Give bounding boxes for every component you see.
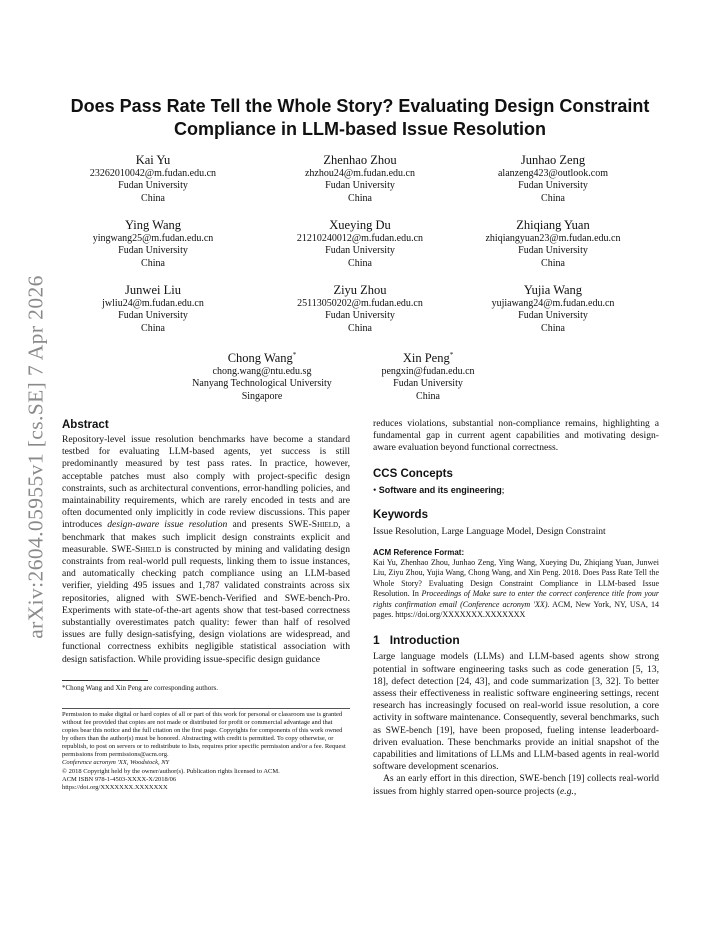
author-card [453,153,653,205]
arxiv-watermark [16,232,56,682]
author-country: China [541,322,565,334]
author-email[interactable]: chong.wang@ntu.edu.sg [212,366,312,378]
author-name: Zhiqiang Yuan [516,218,590,232]
author-country: China [541,192,565,204]
author-affiliation: Fudan University [325,310,395,322]
permission-text: Permission to make digital or hard copies of all or part of this work for personal or classroom use is granted without fee provided that copies are not made or distributed for profit or commercial advantage and that copies bear this notice and the full citation on the first page. Copyrights for components of this work owned by others than the author(s) must be honored. Abstracting with credit is permitted. To copy otherwise, or republish, to post on servers or to redistribute to lists, requires prior specific permission and/or a fee. Request permissions from permissions@acm.org. [62,710,346,759]
author-affiliation: Fudan University [118,180,188,192]
permission-rule [62,708,350,709]
conference-line: Conference acronym 'XX, Woodstock, NY [62,759,170,767]
author-card [53,218,253,270]
author-country: China [348,257,372,269]
author-country: China [348,192,372,204]
author-name: Xin Peng* [402,351,454,366]
author-country: Singapore [241,390,283,402]
author-affiliation: Fudan University [325,245,395,257]
isbn-line: ACM ISBN 978-1-4503-XXXX-X/2018/06 [62,775,177,783]
keywords-text: Issue Resolution, Large Language Model, Design Constraint [373,525,606,537]
author-country: China [416,390,440,402]
author-email[interactable]: yujiawang24@m.fudan.edu.cn [491,298,615,309]
author-email[interactable]: 25113050202@m.fudan.edu.cn [297,298,423,309]
author-country: China [141,322,165,334]
keywords-heading: Keywords [373,508,428,521]
author-card [260,283,460,335]
author-affiliation: Fudan University [518,245,588,257]
author-name: Ziyu Zhou [333,283,387,297]
author-card [260,218,460,270]
intro-paragraph-1: Large language models (LLMs) and LLM-based agents show strong potential in software engineering tasks such as code generation [5, 13, 18], defect detection [24, 43], and code summarization [3, 32]. To better assess their effectiveness in realistic software engineering settings, recent research has increasingly focused on real-world issue resolution, a core activity in software maintenance. Consequently, several benchmarks, such as SWE-bench [19], have been proposed, fueling intense leaderboard-driven evaluation. These benchmarks provide an initial snapshot of the capabilities and limitations of LLMs and LLM-based agents in real-world software development scenarios. [373,651,659,773]
author-name: Kai Yu [135,153,171,167]
author-name: Junhao Zeng [520,153,586,167]
author-email[interactable]: 21210240012@m.fudan.edu.cn [296,233,424,244]
author-name: Ying Wang [124,218,182,232]
left-column [62,418,350,792]
author-email[interactable]: zhiqiangyuan23@m.fudan.edu.cn [485,233,621,244]
author-email[interactable]: yingwang25@m.fudan.edu.cn [92,233,214,244]
author-affiliation: Fudan University [118,245,188,257]
introduction-heading: 1 Introduction [373,633,460,648]
author-affiliation: Fudan University [325,180,395,192]
acm-reference-text: Kai Yu, Zhenhao Zhou, Junhao Zeng, Ying Wang, Xueying Du, Zhiqiang Yuan, Junwei Liu, Ziyu Zhou, Yujia Wang, Chong Wang, and Xin Peng. 2018. Does Pass Rate Tell the Whole Story? Evaluating Design Constraint Compliance in LLM-based Issue Resolution. In Proceedings of Make sure to enter the correct conference title from your rights confirmation email (Conference acronym 'XX). ACM, New York, NY, USA, 14 pages. https://doi.org/XXXXXXX.XXXXXXX [373,558,659,620]
author-name: Xueying Du [329,218,391,232]
author-name: Yujia Wang [523,283,583,297]
author-card [453,283,653,335]
ccs-heading: CCS Concepts [373,467,453,480]
author-email[interactable]: alanzeng423@outlook.com [497,168,608,179]
author-card [328,348,528,403]
acm-reference-heading: ACM Reference Format: [373,548,465,558]
author-name: Chong Wang* [227,351,297,366]
abstract-emphasis: design-aware issue resolution [107,519,228,531]
intro-paragraph-2: As an early effort in this direction, SWE-bench [19] collects real-world issues from highly starred open-source projects (e.g., [373,773,659,797]
ccs-concepts: • Software and its engineering; [373,484,505,496]
author-card [260,153,460,205]
author-affiliation: Fudan University [518,310,588,322]
author-name: Junwei Liu [125,283,181,297]
copyright-line: © 2018 Copyright held by the owner/author(s). Publication rights licensed to ACM. [62,767,280,775]
abstract-heading: Abstract [62,419,109,431]
abstract-continuation: reduces violations, substantial non-compliance remains, highlighting a fundamental gap in current agent capabilities and motivating design-aware evaluation beyond functional correctness. [373,418,659,454]
author-card [453,218,653,270]
author-country: China [141,192,165,204]
author-email[interactable]: pengxin@fudan.edu.cn [381,366,475,378]
doi-link[interactable]: https://doi.org/XXXXXXX.XXXXXXX [62,783,168,791]
author-country: China [541,257,565,269]
right-column [373,418,659,798]
author-email[interactable]: jwliu24@m.fudan.edu.cn [102,298,204,309]
author-card [53,153,253,205]
corresponding-footnote: *Chong Wang and Xin Peng are corresponding authors. [62,683,218,692]
author-affiliation: Fudan University [118,310,188,322]
arxiv-id: arXiv:2604.05955v1 [cs.SE] 7 Apr 2026 [23,275,48,639]
author-email[interactable]: 23262010042@m.fudan.edu.cn [89,168,217,179]
footnote-rule [62,680,148,681]
abstract-text: Repository-level issue resolution benchmarks have become a standard testbed for evaluating LLM-based agents, yet success is still predominantly measured by test pass rates. In practice, however, acceptable patches must also comply with project-specific design constraints, such as architectural conventions, error-handling policies, and maintainability requirements, which are rarely encoded in tests and are often documented only implicitly in code review discussions. This paper introduces design-aware issue resolution and presents SWE-Shield, a benchmark that makes such implicit design constraints explicit and measurable. SWE-Shield is constructed by mining and validating design constraints from real-world pull requests, linking them to issue instances, and automatically checking patch compliance using an LLM-based verifier, yielding 495 issues and 1,787 validated constraints across six repositories, aligned with SWE-bench-Verified and SWE-bench-Pro. Experiments with state-of-the-art agents show that test-based correctness substantially overestimates patch quality: fewer than half of resolved issues are fully design-satisfying, design violations are widespread, and functional correctness exhibits negligible statistical association with design satisfaction. While providing issue-specific design guidance [62,434,350,665]
author-name: Zhenhao Zhou [323,153,397,167]
author-affiliation: Nanyang Technological University [192,378,332,390]
author-country: China [348,322,372,334]
author-country: China [141,257,165,269]
paper-title: Does Pass Rate Tell the Whole Story? Evaluating Design Constraint Compliance in LLM-based Issue Resolution [70,96,650,139]
permission-block [62,708,350,792]
author-email[interactable]: zhzhou24@m.fudan.edu.cn [304,168,415,179]
author-affiliation: Fudan University [518,180,588,192]
author-card [53,283,253,335]
author-affiliation: Fudan University [393,378,463,390]
ccs-item: Software and its engineering [378,484,502,495]
